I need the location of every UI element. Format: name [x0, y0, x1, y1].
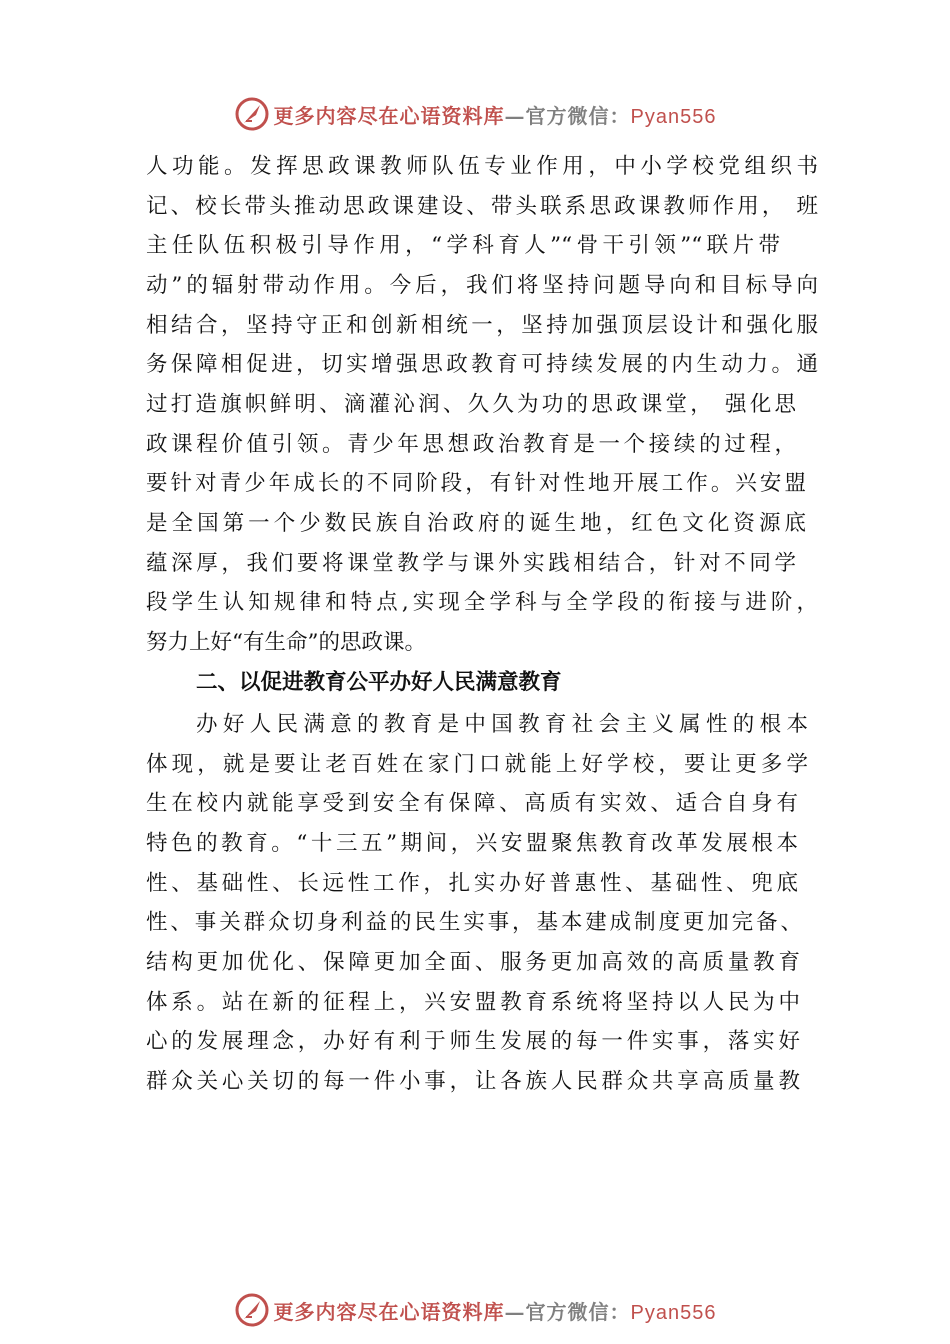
text-line: 相结合，坚持守正和创新相统一，坚持加强顶层设计和强化服 — [146, 313, 818, 338]
text-line: 政课程价值引领。青少年思想政治教育是一个接续的过程， — [146, 432, 796, 457]
banner-wechat-id: Pyan556 — [630, 1301, 717, 1324]
banner-separator: — — [504, 1299, 526, 1324]
text-line: 结构更加优化、保障更加全面、服务更加高效的高质量教育 — [146, 950, 800, 975]
text-line: 体系。站在新的征程上，兴安盟教育系统将坚持以人民为中 — [146, 990, 800, 1015]
text-line: 动”的辐射带动作用。今后，我们将坚持问题导向和目标导向 — [146, 273, 818, 298]
banner-separator: — — [504, 103, 526, 128]
footer-banner — [0, 1290, 950, 1330]
text-line: 心的发展理念，办好有利于师生发展的每一件实事，落实好 — [146, 1029, 800, 1054]
text-line: 特色的教育。“十三五”期间，兴安盟聚焦教育改革发展根本 — [146, 831, 798, 856]
banner-wechat-id: Pyan556 — [630, 105, 717, 128]
text-line: 记、校长带头推动思政课建设、带头联系思政课教师作用， 班 — [146, 194, 818, 219]
text-line: 是全国第一个少数民族自治政府的诞生地，红色文化资源底 — [146, 511, 806, 536]
text-line: 段学生认知规律和特点,实现全学科与全学段的衔接与进阶， — [146, 590, 818, 615]
text-line: 主任队伍积极引导作用，“学科育人”“骨干引领”“联片带 — [146, 233, 780, 258]
header-banner — [0, 94, 950, 134]
banner-text: 更多内容尽在心语资料库 — [273, 1299, 505, 1324]
text-line: 办好人民满意的教育是中国教育社会主义属性的根本 — [196, 712, 808, 737]
quill-logo-icon — [234, 96, 270, 132]
text-line: 努力上好“有生命”的思政课。 — [146, 630, 426, 655]
text-line: 体现，就是要让老百姓在家门口就能上好学校，要让更多学 — [146, 752, 808, 777]
text-line: 要针对青少年成长的不同阶段，有针对性地开展工作。兴安盟 — [146, 471, 806, 496]
banner-label: 官方微信： — [525, 103, 631, 128]
text-line: 务保障相促进，切实增强思政教育可持续发展的内生动力。通 — [146, 352, 818, 377]
text-line: 蕴深厚，我们要将课堂教学与课外实践相结合，针对不同学 — [146, 551, 796, 576]
banner-text: 更多内容尽在心语资料库 — [273, 103, 505, 128]
text-line: 性、基础性、长远性工作，扎实办好普惠性、基础性、兜底 — [146, 871, 798, 896]
text-line: 过打造旗帜鲜明、滴灌沁润、久久为功的思政课堂， 强化思 — [146, 392, 796, 417]
text-line: 性、事关群众切身利益的民生实事，基本建成制度更加完备、 — [146, 910, 802, 935]
quill-logo-icon — [234, 1292, 270, 1328]
section-heading: 二、以促进教育公平办好人民满意教育 — [196, 670, 562, 695]
text-line: 生在校内就能享受到安全有保障、高质有实效、适合自身有 — [146, 791, 798, 816]
text-line: 群众关心关切的每一件小事，让各族人民群众共享高质量教 — [146, 1069, 800, 1094]
banner-label: 官方微信： — [525, 1299, 631, 1324]
text-line: 人功能。发挥思政课教师队伍专业作用，中小学校党组织书 — [146, 154, 818, 179]
